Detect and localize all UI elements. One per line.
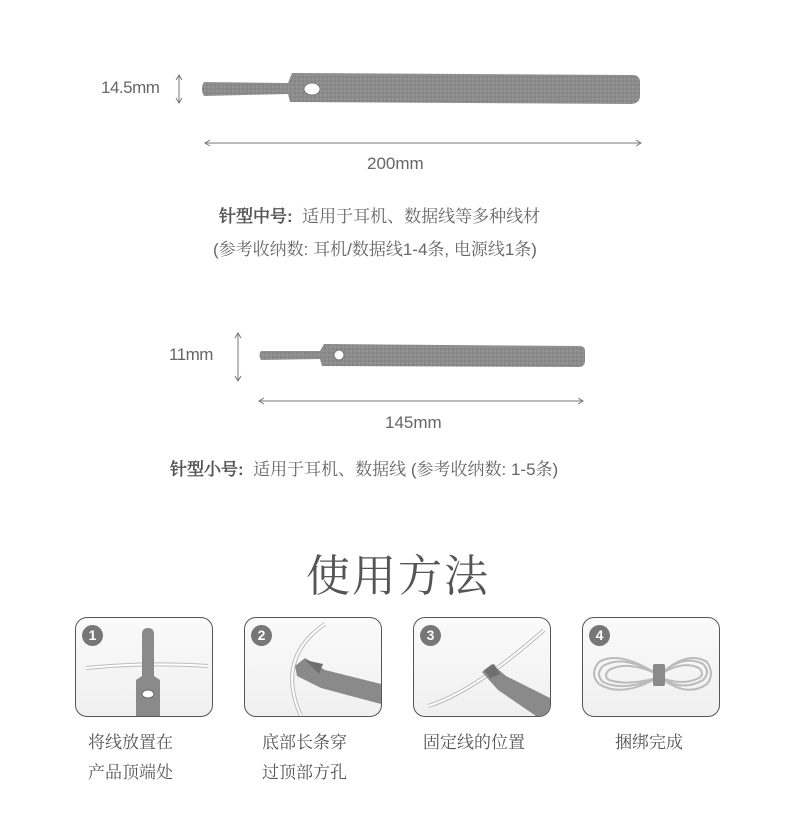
step-3-text bbox=[423, 728, 525, 758]
medium-name: 针型中号: bbox=[219, 207, 293, 226]
step-3-card bbox=[413, 617, 551, 717]
step-2-illustration bbox=[245, 618, 381, 716]
medium-width-arrow bbox=[174, 74, 184, 104]
step-1-number: 1 bbox=[82, 625, 103, 646]
step-4-illustration bbox=[583, 618, 719, 716]
usage-title: 使用方法 bbox=[306, 552, 490, 601]
step-1-illustration bbox=[76, 618, 212, 716]
step-2-text bbox=[262, 728, 347, 788]
medium-length-label: 200mm bbox=[367, 154, 424, 173]
step-1-text bbox=[88, 728, 173, 788]
step-4-text bbox=[615, 728, 683, 758]
small-strap-image bbox=[258, 342, 588, 370]
step-3-line1: 固定线的位置 bbox=[423, 733, 525, 752]
small-description-line bbox=[170, 455, 558, 480]
medium-note: (参考收纳数: 耳机/数据线1-4条, 电源线1条) bbox=[213, 240, 537, 259]
small-description: 适用于耳机、数据线 (参考收纳数: 1-5条) bbox=[253, 460, 559, 479]
small-width-arrow bbox=[233, 332, 243, 382]
step-3-number: 3 bbox=[420, 625, 441, 646]
step-3-illustration bbox=[414, 618, 550, 716]
small-length-label: 145mm bbox=[385, 413, 442, 432]
medium-description: 适用于耳机、数据线等多种线材 bbox=[302, 207, 541, 226]
small-width-label: 11mm bbox=[169, 345, 213, 364]
step-1-line1: 将线放置在 bbox=[88, 733, 173, 752]
step-2-line1: 底部长条穿 bbox=[262, 733, 347, 752]
medium-width-label: 14.5mm bbox=[101, 78, 160, 97]
small-name: 针型小号: bbox=[170, 460, 244, 479]
step-4-line1: 捆绑完成 bbox=[615, 733, 683, 752]
step-2-line2: 过顶部方孔 bbox=[262, 763, 347, 782]
medium-length-arrow bbox=[204, 138, 642, 148]
step-1-line2: 产品顶端处 bbox=[88, 763, 173, 782]
step-2-card bbox=[244, 617, 382, 717]
medium-strap-image bbox=[200, 70, 642, 110]
step-1-card bbox=[75, 617, 213, 717]
step-4-number: 4 bbox=[589, 625, 610, 646]
step-2-number: 2 bbox=[251, 625, 272, 646]
step-4-card bbox=[582, 617, 720, 717]
small-length-arrow bbox=[258, 396, 584, 406]
medium-description-line bbox=[219, 202, 540, 227]
